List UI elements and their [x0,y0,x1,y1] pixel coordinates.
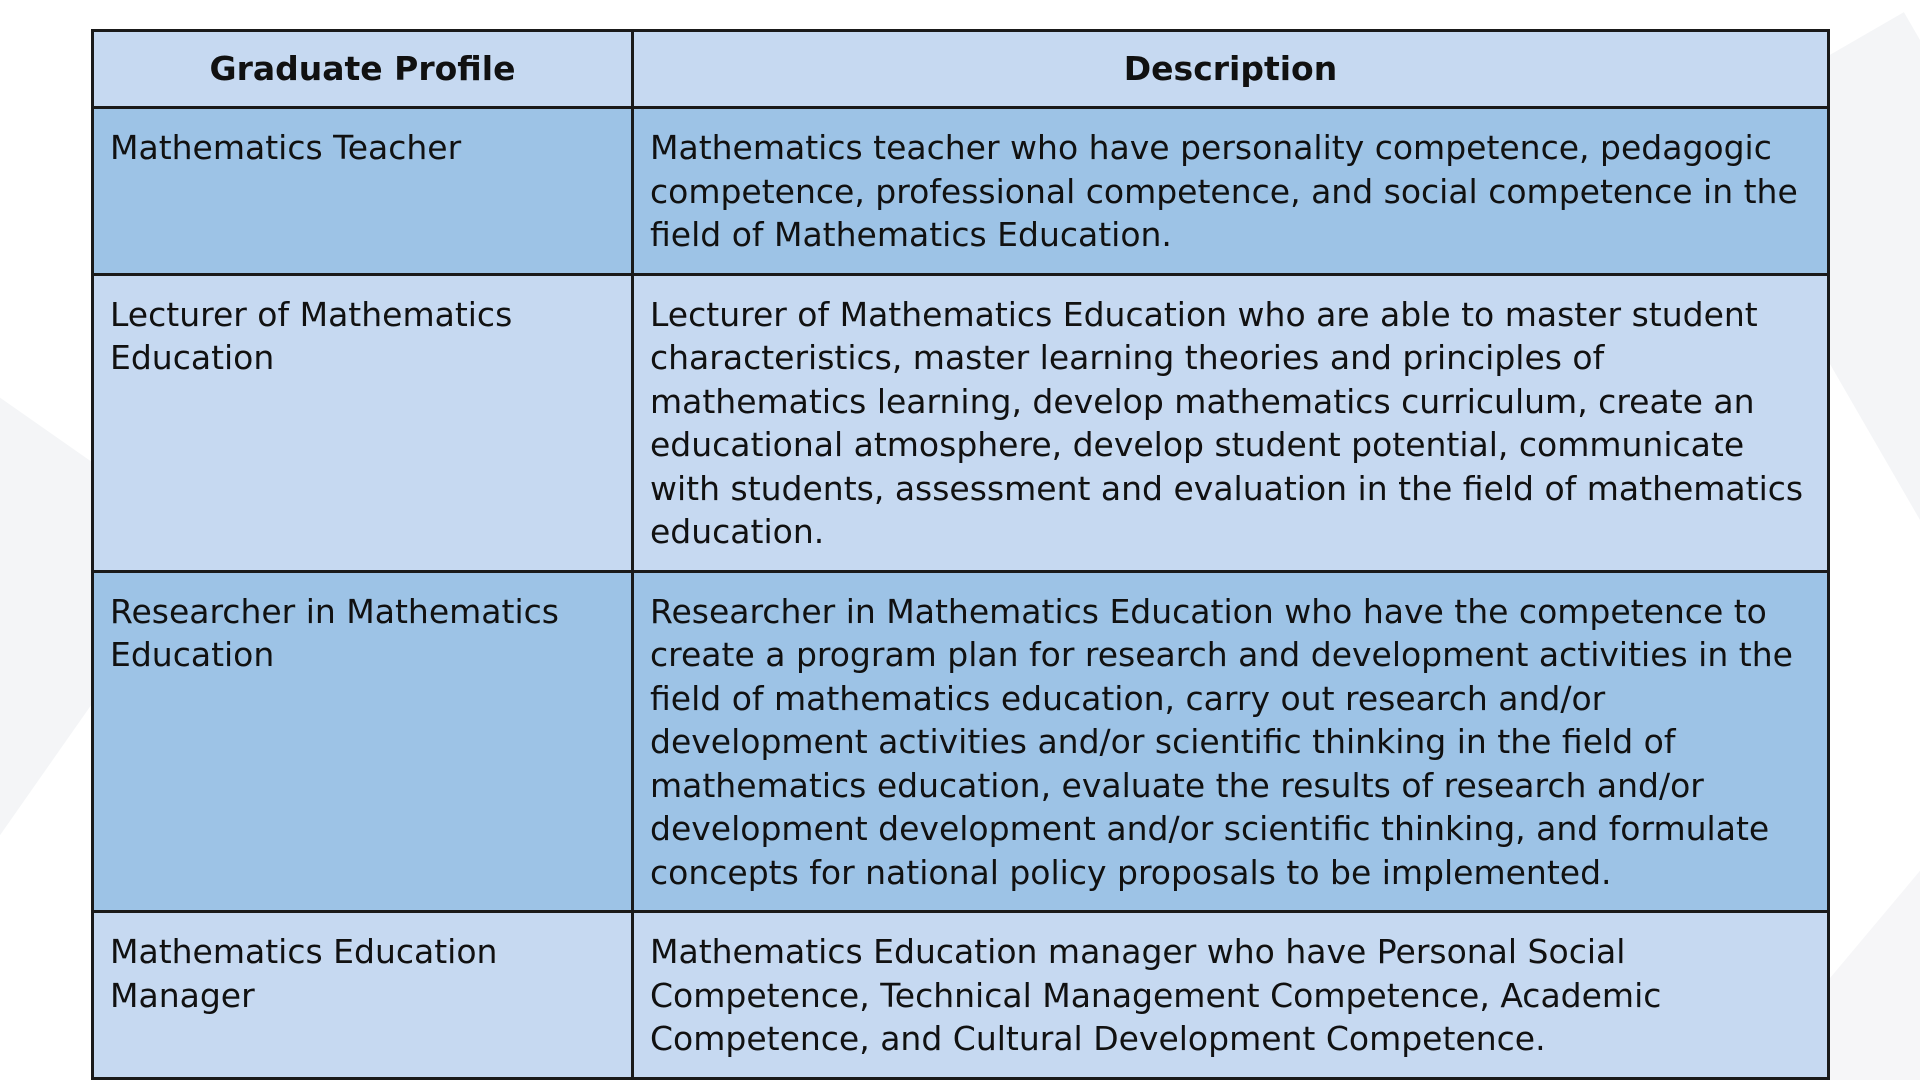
profile-cell: Lecturer of Mathematics Education [93,274,633,571]
graduate-profile-table [91,29,1830,1080]
table-row [93,912,1829,1079]
table-header-row [93,31,1829,108]
profile-cell: Researcher in Mathematics Education [93,571,633,912]
description-cell: Researcher in Mathematics Education who have the competence to create a program plan for research and development activities in the field of mathematics education, carry out research and/or development activities and/or scientific thinking in the field of mathematics education, evaluate the results of research and/or development development and/or scientific thinking, and formulate concepts for national policy proposals to be implemented. [633,571,1829,912]
profile-cell: Mathematics Teacher [93,108,633,275]
header-description: Description [633,31,1829,108]
profile-cell: Mathematics Education Manager [93,912,633,1079]
table-row [93,571,1829,912]
description-cell: Mathematics Education manager who have Personal Social Competence, Technical Management Competence, Academic Competence, and Cultural Development Competence. [633,912,1829,1079]
table-row [93,108,1829,275]
description-cell: Lecturer of Mathematics Education who are able to master student characteristics, master learning theories and principles of mathematics learning, develop mathematics curriculum, create an educational atmosphere, develop student potential, communicate with students, assessment and evaluation in the field of mathematics education. [633,274,1829,571]
header-graduate-profile: Graduate Profile [93,31,633,108]
description-cell: Mathematics teacher who have personality competence, pedagogic competence, professional competence, and social competence in the field of Mathematics Education. [633,108,1829,275]
table-row [93,274,1829,571]
